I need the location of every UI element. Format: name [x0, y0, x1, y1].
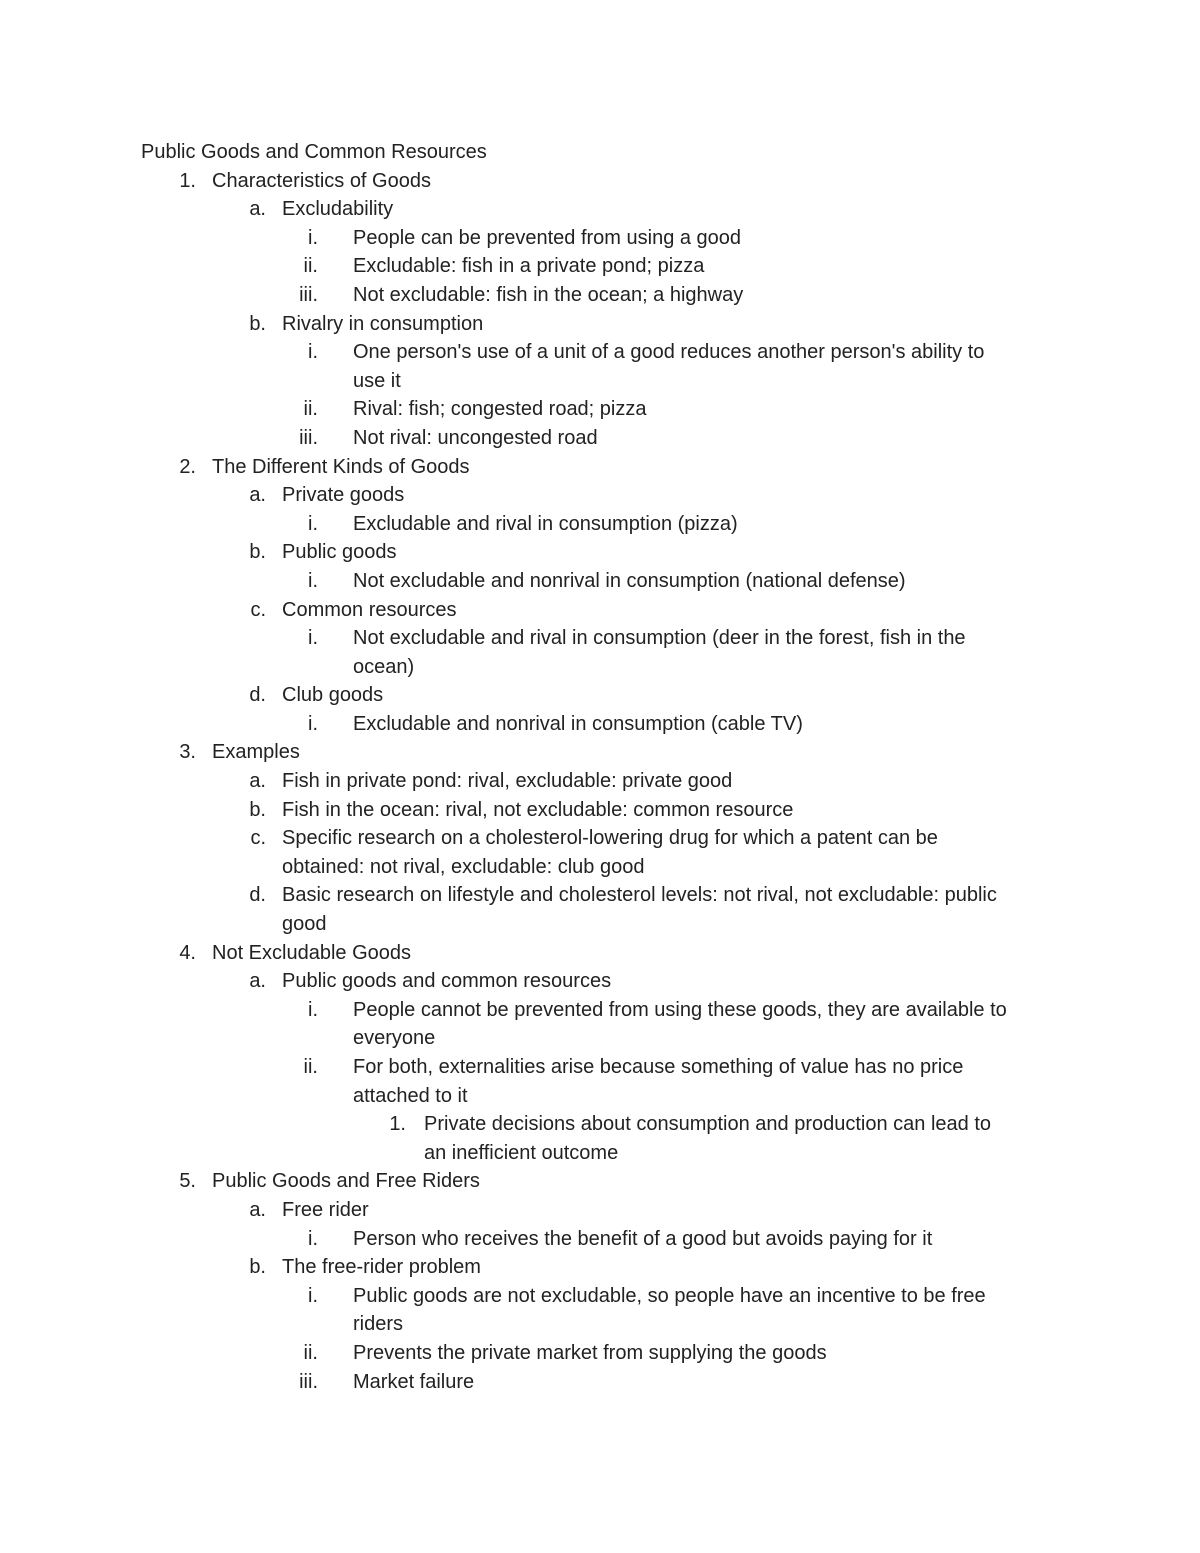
list-item-text: Excludable and rival in consumption (pizza): [353, 512, 738, 535]
list-item-text: Not excludable: fish in the ocean; a highway: [353, 283, 744, 306]
outline-item-level-1: [0, 453, 1200, 482]
list-marker: i.: [308, 1284, 318, 1307]
outline-item-level-2: [0, 596, 1200, 625]
list-item-text: Person who receives the benefit of a good but avoids paying for it: [353, 1227, 933, 1250]
list-marker: b.: [249, 312, 266, 335]
outline-item-level-2: [0, 481, 1200, 510]
list-item-text: Excludability: [282, 198, 394, 221]
outline-item-level-2: [0, 910, 1200, 939]
outline-item-level-3: [0, 224, 1200, 253]
list-marker: a.: [249, 970, 266, 993]
list-item-text: Rival: fish; congested road; pizza: [353, 398, 647, 421]
outline-item-level-1: [0, 167, 1200, 196]
list-marker: a.: [249, 1198, 266, 1221]
outline-item-level-2: [0, 538, 1200, 567]
list-marker: i.: [308, 226, 318, 249]
outline-item-level-3: [0, 1053, 1200, 1082]
list-marker: b.: [249, 798, 266, 821]
outline-item-level-3: [0, 1225, 1200, 1254]
list-marker: 5.: [179, 1170, 196, 1193]
outline-item-level-2: [0, 796, 1200, 825]
list-marker: i.: [308, 512, 318, 535]
list-item-text: One person's use of a unit of a good reduces another person's ability to: [353, 341, 985, 364]
list-marker: i.: [308, 1227, 318, 1250]
list-item-text: Specific research on a cholesterol-lowering drug for which a patent can be: [282, 827, 938, 850]
list-item-text: riders: [353, 1313, 404, 1336]
list-item-text: Not Excludable Goods: [212, 941, 412, 964]
list-item-text: Public Goods and Free Riders: [212, 1170, 480, 1193]
outline-item-level-1: [0, 939, 1200, 968]
list-marker: ii.: [303, 398, 318, 421]
outline-item-level-2: [0, 767, 1200, 796]
document-outline: [0, 138, 1200, 1396]
outline-item-level-2: [0, 681, 1200, 710]
outline-item-level-3: [0, 395, 1200, 424]
list-item-text: Excludable and nonrival in consumption (cable TV): [353, 712, 803, 735]
outline-item-level-3: [0, 653, 1200, 682]
list-item-text: Public goods and common resources: [282, 970, 612, 993]
list-item-text: People can be prevented from using a good: [353, 226, 742, 249]
list-marker: i.: [308, 341, 318, 364]
outline-item-level-3: [0, 338, 1200, 367]
list-item-text: obtained: not rival, excludable: club good: [282, 855, 645, 878]
list-item-text: Rivalry in consumption: [282, 312, 484, 335]
outline-item-level-4: [0, 1110, 1200, 1139]
outline-item-level-3: [0, 624, 1200, 653]
outline-item-level-3: [0, 252, 1200, 281]
list-item-text: Basic research on lifestyle and cholesterol levels: not rival, not excludable: public: [282, 884, 997, 907]
list-item-text: Not rival: uncongested road: [353, 426, 598, 449]
list-marker: a.: [249, 770, 266, 793]
list-marker: i.: [308, 998, 318, 1021]
list-marker: i.: [308, 627, 318, 650]
outline-item-level-3: [0, 567, 1200, 596]
list-item-text: Fish in the ocean: rival, not excludable: common resource: [282, 798, 794, 821]
list-item-text: People cannot be prevented from using these goods, they are available to: [353, 998, 1007, 1021]
list-item-text: use it: [353, 369, 401, 392]
list-marker: ii.: [303, 1341, 318, 1364]
list-item-text: The free-rider problem: [282, 1256, 481, 1279]
list-marker: c.: [250, 827, 266, 850]
list-item-text: Common resources: [282, 598, 457, 621]
list-marker: i.: [308, 712, 318, 735]
outline-item-level-3: [0, 710, 1200, 739]
outline-item-level-3: [0, 367, 1200, 396]
outline-item-level-1: [0, 738, 1200, 767]
outline-item-level-2: [0, 310, 1200, 339]
outline-item-level-3: [0, 996, 1200, 1025]
outline-item-level-4: [0, 1139, 1200, 1168]
list-marker: iii.: [299, 426, 318, 449]
list-item-text: everyone: [353, 1027, 436, 1050]
list-item-text: The Different Kinds of Goods: [212, 455, 470, 478]
list-marker: 2.: [179, 455, 196, 478]
list-item-text: Private goods: [282, 484, 405, 507]
outline-item-level-3: [0, 1339, 1200, 1368]
list-item-text: Examples: [212, 741, 300, 764]
outline-item-level-3: [0, 1310, 1200, 1339]
list-marker: 1.: [389, 1113, 406, 1136]
list-marker: 4.: [179, 941, 196, 964]
outline-item-level-2: [0, 853, 1200, 882]
list-item-text: Public goods are not excludable, so people have an incentive to be free: [353, 1284, 986, 1307]
document-title: Public Goods and Common Resources: [141, 141, 487, 163]
list-item-text: Private decisions about consumption and production can lead to: [424, 1113, 992, 1136]
outline-item-level-2: [0, 195, 1200, 224]
outline-item-level-3: [0, 1282, 1200, 1311]
list-item-text: For both, externalities arise because something of value has no price: [353, 1056, 964, 1078]
list-marker: iii.: [299, 283, 318, 306]
list-item-text: Prevents the private market from supplying the goods: [353, 1341, 827, 1364]
list-marker: a.: [249, 484, 266, 507]
outline-item-level-3: [0, 424, 1200, 453]
outline-item-level-2: [0, 1196, 1200, 1225]
list-marker: i.: [308, 569, 318, 592]
list-marker: a.: [249, 198, 266, 221]
list-item-text: Public goods: [282, 541, 397, 564]
list-marker: d.: [249, 684, 266, 707]
list-marker: b.: [249, 541, 266, 564]
list-item-text: Club goods: [282, 684, 384, 707]
outline-item-level-3: [0, 1082, 1200, 1111]
outline-item-level-2: [0, 1253, 1200, 1282]
list-item-text: Free rider: [282, 1198, 369, 1221]
list-item-text: Fish in private pond: rival, excludable: private good: [282, 770, 733, 793]
list-item-text: Not excludable and rival in consumption (deer in the forest, fish in the: [353, 627, 966, 650]
list-item-text: Characteristics of Goods: [212, 169, 431, 192]
outline-item-level-3: [0, 1024, 1200, 1053]
list-marker: 1.: [179, 169, 196, 192]
document-title-line: [0, 138, 1200, 167]
outline-item-level-2: [0, 967, 1200, 996]
list-marker: ii.: [303, 255, 318, 278]
list-item-text: attached to it: [353, 1084, 468, 1107]
list-item-text: Excludable: fish in a private pond; pizza: [353, 255, 705, 278]
list-item-text: good: [282, 913, 327, 936]
outline-item-level-1: [0, 1167, 1200, 1196]
list-marker: d.: [249, 884, 266, 907]
outline-item-level-2: [0, 881, 1200, 910]
list-marker: b.: [249, 1256, 266, 1279]
list-item-text: an inefficient outcome: [424, 1141, 619, 1164]
list-item-text: Not excludable and nonrival in consumption (national defense): [353, 569, 906, 592]
list-item-text: Market failure: [353, 1370, 475, 1393]
outline-item-level-3: [0, 281, 1200, 310]
outline-item-level-2: [0, 824, 1200, 853]
outline-item-level-3: [0, 510, 1200, 539]
outline-item-level-3: [0, 1368, 1200, 1397]
list-marker: ii.: [303, 1056, 318, 1078]
list-marker: 3.: [179, 741, 196, 764]
list-item-text: ocean): [353, 655, 415, 678]
list-marker: iii.: [299, 1370, 318, 1393]
list-marker: c.: [250, 598, 266, 621]
